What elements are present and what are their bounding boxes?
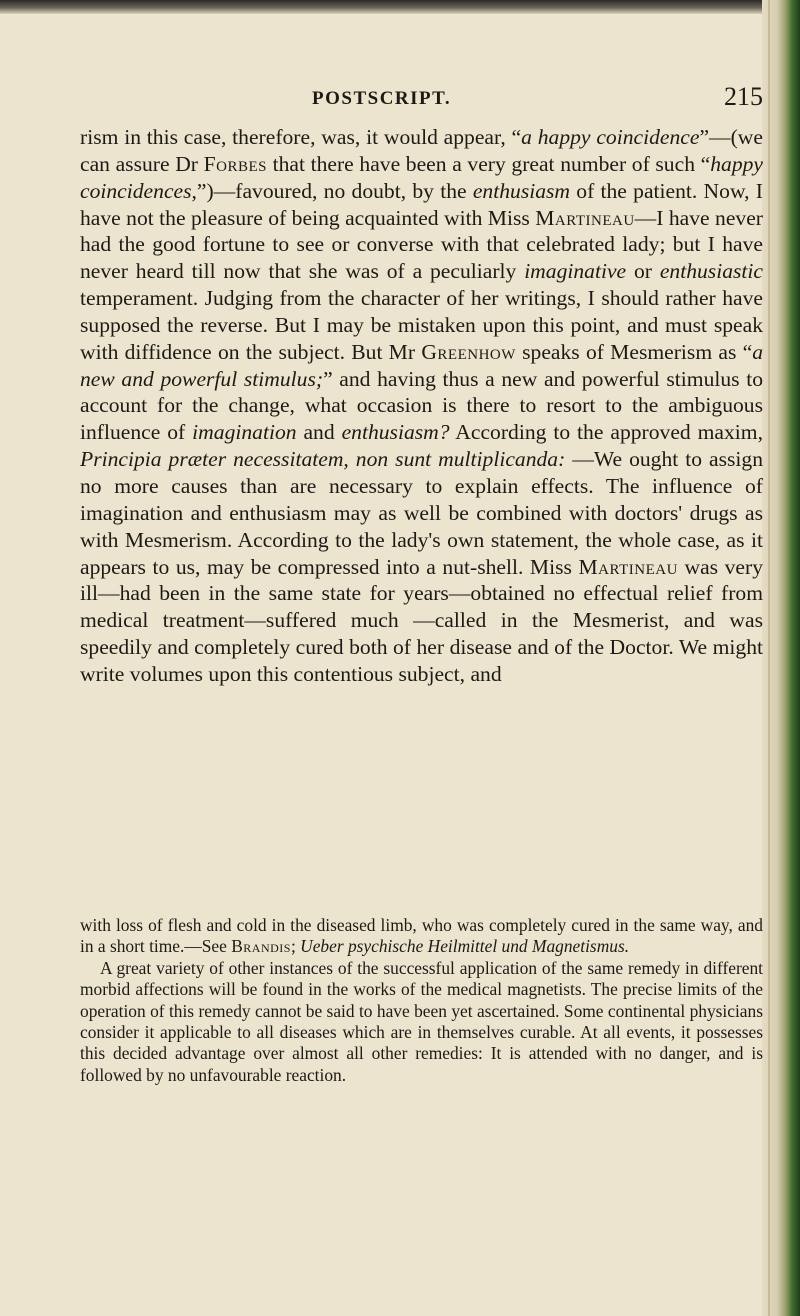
text-run: —We ought to assign no more causes than are necessary to explain effects. The influence of imagination and enthusiasm may as well be combined with doctors' drugs as with Mesmerism. According to the lady's own statement, the whole case, as it appears to us, may be compressed into a nut-shell. Miss [80, 447, 763, 579]
page-top-shadow [0, 0, 800, 14]
text-run: ,”)—favoured, no doubt, by the [191, 178, 473, 203]
italic-run: a new and powerful stimulus; [80, 339, 763, 391]
text-run: rism in this case, therefore, was, it would appear, “ [80, 125, 522, 149]
footnote-paragraph-2: A great variety of other instances of the successful application of the same remedy in different morbid affections will be found in the works of the medical magnetists. The precise limits of the operation of this remedy cannot be said to have been yet ascertained. Some continental physicians consider it applicable to all diseases which are in themselves curable. At all events, it possesses this decided advantage over almost all other remedies: It is attended with no danger, and is followed by no unfavourable reaction. [80, 957, 763, 1085]
book-edge [762, 0, 800, 1316]
small-caps-name: Brandis [231, 936, 291, 957]
small-caps-name: Martineau [535, 205, 635, 230]
main-paragraph [80, 124, 763, 688]
text-run: ” and having thus a new and powerful stimulus to account for the change, what occasion is there to resort to the ambiguous influence of [80, 366, 764, 445]
text-run: was very ill—had been in the same state for years—obtained no effectual relief from medical treatment—suffered much —called in the Mesmerist, and was speedily and completely cured both of her disease and of the Doctor. We might write volumes upon this contentious subject, and [80, 554, 764, 686]
text-run: speaks of Mesmerism as “ [515, 339, 753, 364]
cited-work-title: Ueber psychische Heilmittel und Magnetismus. [300, 936, 630, 957]
small-caps-name: Martineau [578, 554, 678, 579]
running-head [80, 82, 763, 116]
main-paragraph-text [80, 124, 763, 688]
italic-run: enthusiastic [659, 259, 763, 284]
italic-run: imaginative [524, 259, 627, 284]
italic-run: enthusiasm? [341, 420, 450, 445]
running-title: POSTSCRIPT. [312, 88, 452, 109]
text-run: —I have never had the good fortune to see or converse with that celebrated lady; but I have never heard till now that she was of a peculiarly [80, 205, 763, 284]
text-run: ; [290, 936, 301, 957]
footnote-paragraph-1 [80, 915, 763, 958]
text-run: with loss of flesh and cold in the diseased limb, who was completely cured in the same way, and in a short time.—See [80, 915, 763, 957]
footnote [80, 915, 763, 1086]
text-run: According to the approved maxim, [449, 420, 763, 445]
text-run: temperament. Judging from the character of her writings, I should rather have supposed the reverse. But I may be mistaken upon this point, and must speak with diffidence on the subject. But Mr [80, 286, 763, 364]
italic-run: a happy coincidence [521, 125, 700, 149]
text-run: and [296, 420, 342, 445]
small-caps-name: Greenhow [421, 339, 516, 364]
text-run: ”—(we can assure Dr [80, 125, 763, 176]
italic-run: imagination [192, 420, 297, 445]
italic-run: enthusiasm [472, 178, 571, 203]
page-number: 215 [724, 82, 763, 111]
italic-run: happy coincidences [80, 151, 763, 203]
latin-maxim: Principia præter necessitatem, non sunt multiplicanda: [80, 447, 566, 472]
text-run: that there have been a very great number of such “ [266, 151, 711, 176]
text-run: of the patient. Now, I have not the pleasure of being acquainted with Miss [80, 178, 763, 230]
small-caps-name: Forbes [203, 151, 267, 176]
text-run: or [626, 259, 660, 284]
